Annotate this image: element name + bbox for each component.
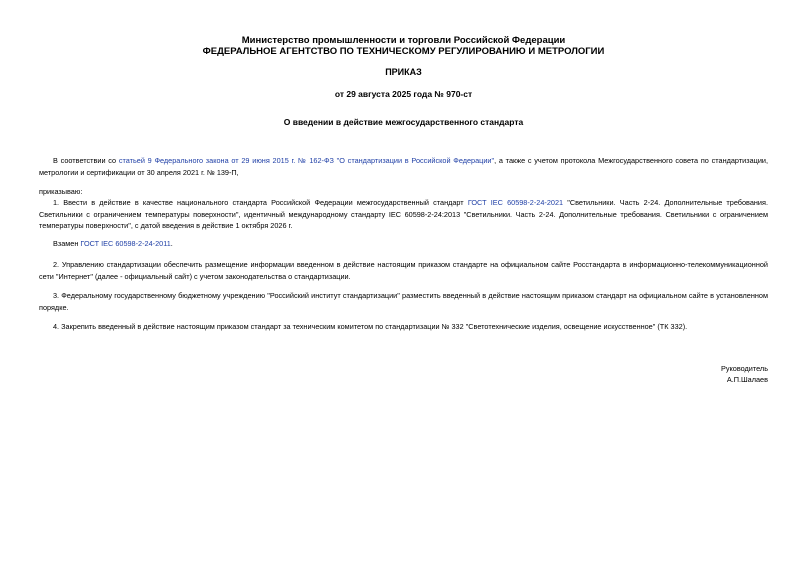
document-subject: О введении в действие межгосударственного стандарта bbox=[283, 117, 524, 127]
document-date-number: от 29 августа 2025 года № 970-ст bbox=[334, 89, 473, 99]
item-1-paragraph bbox=[39, 197, 768, 232]
agency-heading: ФЕДЕРАЛЬНОЕ АГЕНТСТВО ПО ТЕХНИЧЕСКОМУ РЕГУЛИРОВАНИЮ И МЕТРОЛОГИИ bbox=[202, 46, 605, 57]
replacement-text-post: . bbox=[170, 239, 173, 248]
replacement-text-pre: Взамен bbox=[53, 239, 81, 248]
item-1-text-post: "Светильники. Часть 2-24. Дополнительные требования. Светильники с ограничением температуры поверхности", идентичный международному стандарту IEC 60598-2-24:2013 "Светильники. Часть 2-24. Дополнительные требования. Светильники с ограничением температуры поверхности", с датой введения в действие 1 октября 2026 г. bbox=[39, 198, 768, 230]
preamble-text-post: , а также с учетом протокола Межгосударственного совета по стандартизации, метрологии и сертификации от 30 апреля 2021 г. № 139-П, bbox=[39, 156, 768, 177]
standard-link-2011[interactable]: ГОСТ IEC 60598-2-24-2011 bbox=[80, 239, 171, 248]
law-link[interactable]: статьей 9 Федерального закона от 29 июня 2015 г. № 162-ФЗ "О стандартизации в Российской Федерации" bbox=[118, 156, 495, 165]
document-type: ПРИКАЗ bbox=[385, 67, 422, 77]
item-4-paragraph: 4. Закрепить введенный в действие настоящим приказом стандарт за техническим комитетом по стандартизации № 332 "Светотехнические изделия, освещение искусственное" (ТК 332). bbox=[53, 322, 688, 331]
ministry-heading: Министерство промышленности и торговли Российской Федерации bbox=[241, 35, 566, 46]
signature-name: А.П.Шалаев bbox=[726, 375, 768, 384]
replacement-paragraph bbox=[39, 238, 768, 250]
standard-link-2021[interactable]: ГОСТ IEC 60598-2-24-2021 bbox=[467, 198, 564, 207]
signature-position: Руководитель bbox=[720, 364, 768, 373]
item-3-paragraph: 3. Федеральному государственному бюджетному учреждению "Российский институт стандартизации" разместить введенный в действие настоящим приказом стандарт на официальном сайте в установленном порядке. bbox=[39, 291, 768, 312]
item-1-text-pre: 1. Ввести в действие в качестве национального стандарта Российской Федерации межгосударственный стандарт bbox=[53, 198, 468, 207]
order-verb: приказываю: bbox=[39, 187, 83, 196]
item-2-paragraph: 2. Управлению стандартизации обеспечить размещение информации введенном в действие настоящим приказом стандарте на официальном сайте Росстандарта в информационно-телекоммуникационной сети "Интернет" (далее - официальный сайт) с учетом законодательства о стандартизации. bbox=[39, 260, 768, 281]
preamble-text-pre: В соответствии со bbox=[53, 156, 119, 165]
preamble-paragraph bbox=[39, 155, 768, 178]
